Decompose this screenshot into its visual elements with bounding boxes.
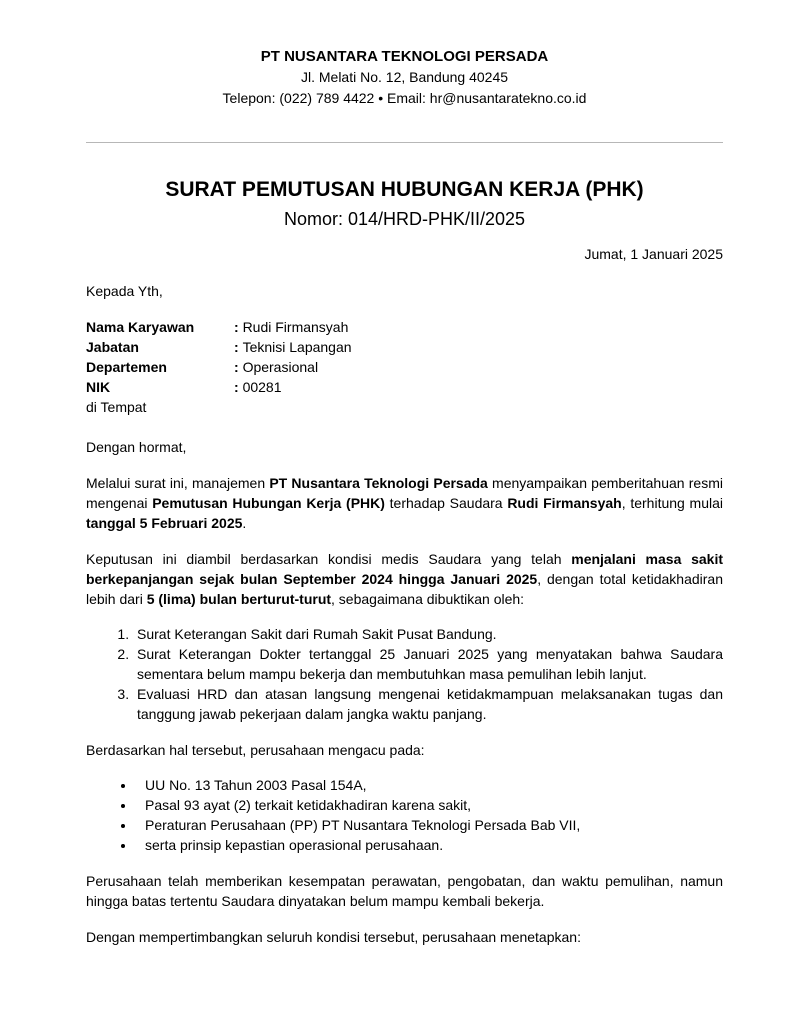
- recipient-location: di Tempat: [86, 399, 147, 415]
- list-item: • Peraturan Perusahaan (PP) PT Nusantara Teknologi Persada Bab VII,: [136, 815, 723, 835]
- letter-number: Nomor: 014/HRD-PHK/II/2025: [283, 209, 526, 229]
- field-colon: :: [234, 359, 243, 375]
- employee-row-position: [86, 337, 723, 357]
- employee-row-nik: [86, 377, 723, 397]
- employee-row-name: [86, 317, 723, 337]
- company-address: Jl. Melati No. 12, Bandung 40245: [300, 69, 509, 85]
- employee-row-department: [86, 357, 723, 377]
- paragraph-closing-intro: Dengan mempertimbangkan seluruh kondisi tersebut, perusahaan menetapkan:: [86, 929, 581, 945]
- list-item: 2. Surat Keterangan Dokter tertanggal 25 Januari 2025 yang menyatakan bahwa Saudara sementara belum mampu bekerja dan membutuhkan masa pemulihan lebih lanjut.: [133, 644, 723, 684]
- company-name: PT NUSANTARA TEKNOLOGI PERSADA: [260, 48, 549, 65]
- paragraph-opening: Melalui surat ini, manajemen PT Nusantara Teknologi Persada menyampaikan pemberitahuan resmi mengenai Pemutusan Hubungan Kerja (PHK) terhadap Saudara Rudi Firmansyah, terhitung mulai tanggal 5 Februari 2025.: [86, 475, 723, 531]
- title-block: [86, 176, 723, 233]
- list-item: • serta prinsip kepastian operasional perusahaan.: [136, 835, 723, 855]
- letterhead-divider: [86, 142, 723, 143]
- employee-field-label: Nama Karyawan: [86, 319, 195, 335]
- letter-date: Jumat, 1 Januari 2025: [584, 246, 723, 262]
- employee-field-label: Jabatan: [86, 339, 139, 355]
- list-item: 1. Surat Keterangan Sakit dari Rumah Sakit Pusat Bandung.: [133, 624, 723, 644]
- evidence-list: [86, 624, 723, 724]
- field-colon: :: [234, 319, 243, 335]
- employee-field-value: Rudi Firmansyah: [242, 319, 349, 335]
- employee-field-label: NIK: [86, 379, 111, 395]
- list-item: • Pasal 93 ayat (2) terkait ketidakhadiran karena sakit,: [136, 795, 723, 815]
- letterhead: [86, 46, 723, 109]
- paragraph-basis-intro: Berdasarkan hal tersebut, perusahaan mengacu pada:: [86, 742, 425, 758]
- recipient-salutation: Kepada Yth,: [86, 283, 163, 299]
- field-colon: :: [234, 339, 243, 355]
- letter-title: SURAT PEMUTUSAN HUBUNGAN KERJA (PHK): [165, 178, 644, 201]
- employee-field-value: 00281: [242, 379, 282, 395]
- paragraph-reason: Keputusan ini diambil berdasarkan kondisi medis Saudara yang telah menjalani masa sakit berkepanjangan sejak bulan September 2024 hingga Januari 2025, dengan total ketidakhadiran lebih dari 5 (lima) bulan berturut-turut, sebagaimana dibuktikan oleh:: [86, 551, 723, 607]
- greeting: Dengan hormat,: [86, 439, 187, 455]
- legal-basis-list: [86, 775, 723, 855]
- company-contact: Telepon: (022) 789 4422 • Email: hr@nusantaratekno.co.id: [222, 90, 587, 106]
- field-colon: :: [234, 379, 243, 395]
- list-item: 3. Evaluasi HRD dan atasan langsung mengenai ketidakmampuan melaksanakan tugas dan tanggung jawab pekerjaan dalam jangka waktu panjang.: [133, 684, 723, 724]
- employee-field-value: Operasional: [242, 359, 319, 375]
- employee-info: [86, 317, 723, 417]
- list-item: • UU No. 13 Tahun 2003 Pasal 154A,: [136, 775, 723, 795]
- employee-field-label: Departemen: [86, 359, 167, 375]
- employee-field-value: Teknisi Lapangan: [242, 339, 352, 355]
- paragraph-care: Perusahaan telah memberikan kesempatan perawatan, pengobatan, dan waktu pemulihan, namun hingga batas tertentu Saudara dinyatakan belum mampu kembali bekerja.: [86, 873, 723, 909]
